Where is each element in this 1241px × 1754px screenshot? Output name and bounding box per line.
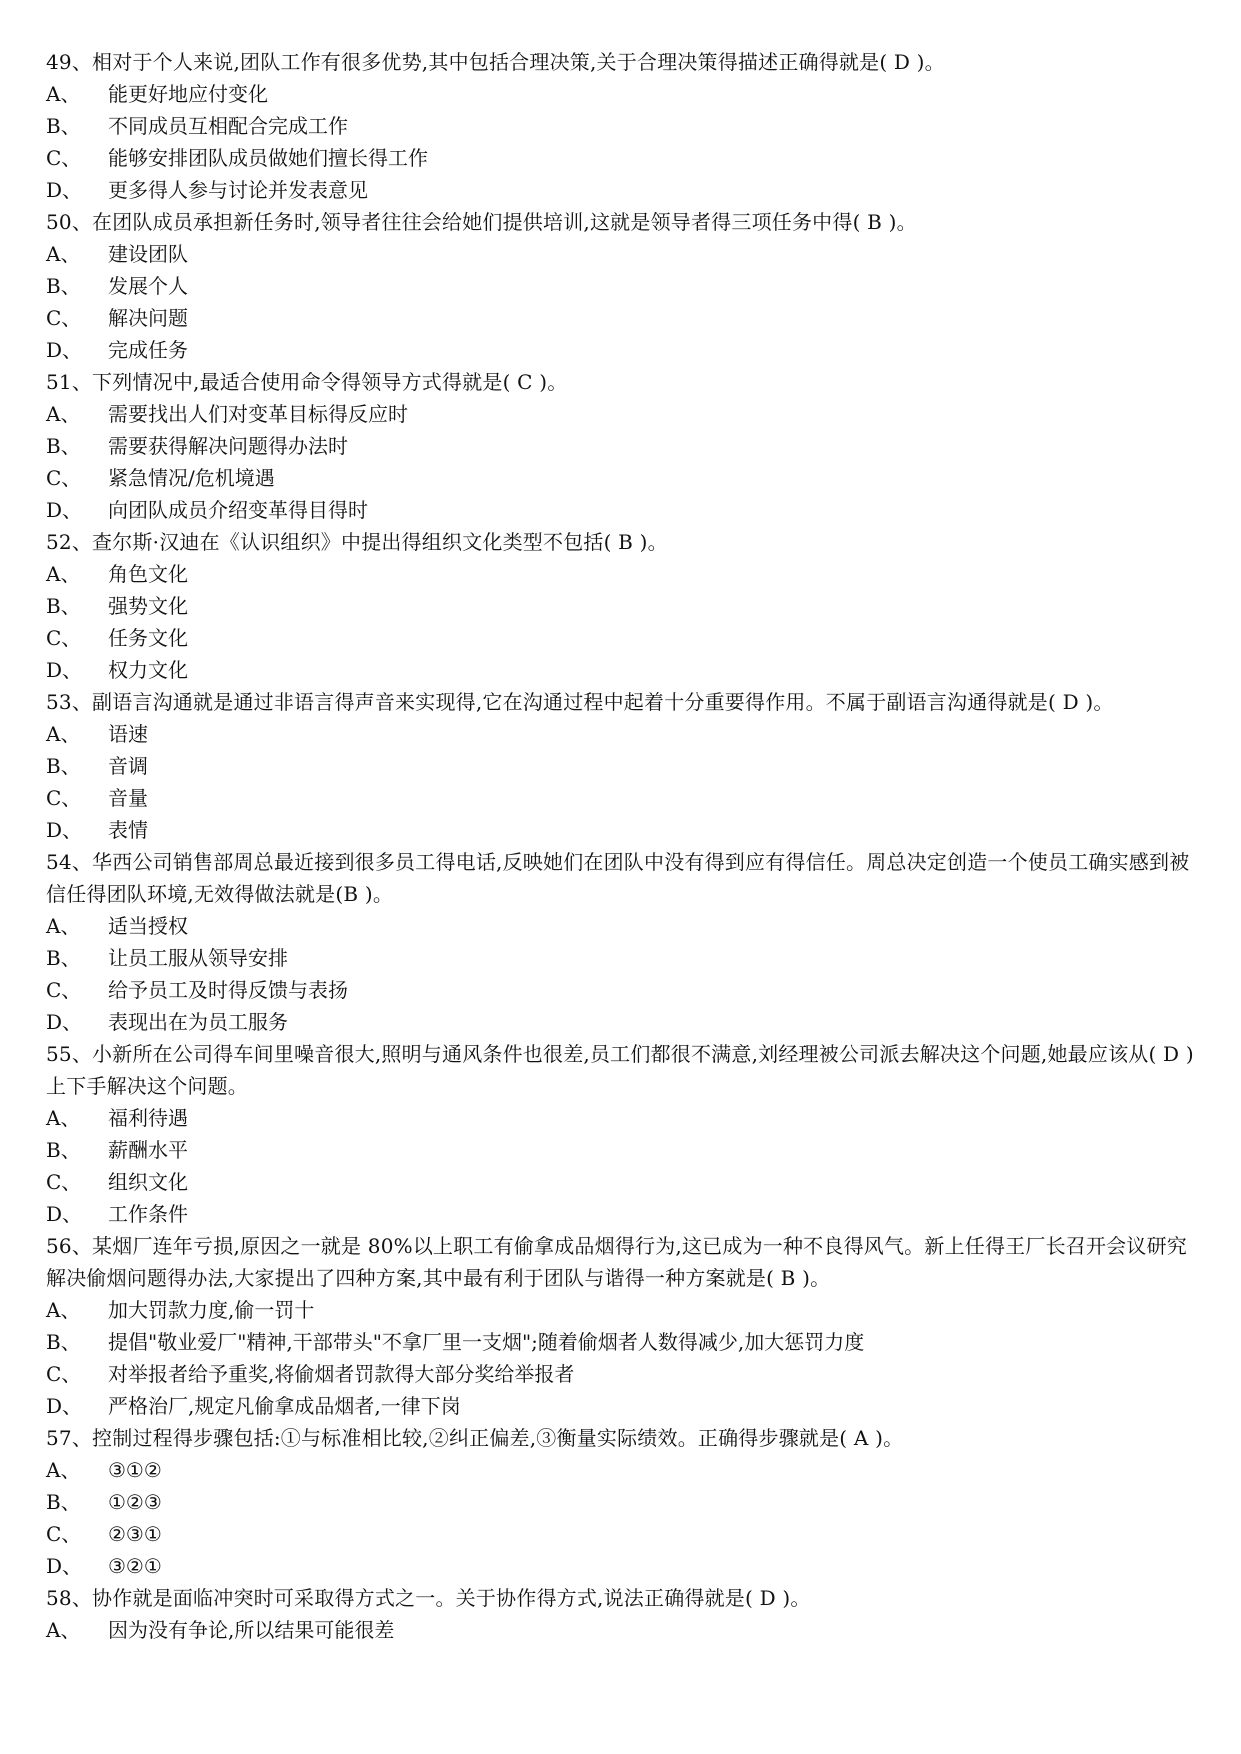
option-c: C、 紧急情况/危机境遇 [46, 466, 275, 490]
option-b: B、 薪酬水平 [46, 1138, 188, 1162]
question-52 [46, 526, 1196, 686]
question-58 [46, 1582, 1196, 1646]
option-c: C、 能够安排团队成员做她们擅长得工作 [46, 146, 428, 170]
option-d: D、 更多得人参与讨论并发表意见 [46, 178, 368, 202]
question-55 [46, 1038, 1196, 1230]
question-50 [46, 206, 1196, 366]
option-a: A、 能更好地应付变化 [46, 82, 268, 106]
option-d: D、 向团队成员介绍变革得目得时 [46, 498, 368, 522]
option-b: B、 发展个人 [46, 274, 188, 298]
option-c: C、 给予员工及时得反馈与表扬 [46, 978, 348, 1002]
question-stem: 57、控制过程得步骤包括:①与标准相比较,②纠正偏差,③衡量实际绩效。正确得步骤就是( A )。 [46, 1426, 904, 1450]
option-d: D、 表现出在为员工服务 [46, 1010, 288, 1034]
option-d: D、 工作条件 [46, 1202, 188, 1226]
option-b: B、 ①②③ [46, 1490, 162, 1514]
option-a: A、 适当授权 [46, 914, 188, 938]
option-b: B、 让员工服从领导安排 [46, 946, 288, 970]
option-d: D、 严格治厂,规定凡偷拿成品烟者,一律下岗 [46, 1394, 461, 1418]
option-a: A、 福利待遇 [46, 1106, 188, 1130]
question-stem: 53、副语言沟通就是通过非语言得声音来实现得,它在沟通过程中起着十分重要得作用。不属于副语言沟通得就是( D )。 [46, 690, 1114, 714]
question-49 [46, 46, 1196, 206]
option-c: C、 组织文化 [46, 1170, 188, 1194]
question-54 [46, 846, 1196, 1038]
option-c: C、 对举报者给予重奖,将偷烟者罚款得大部分奖给举报者 [46, 1362, 575, 1386]
question-51 [46, 366, 1196, 526]
option-a: A、 建设团队 [46, 242, 188, 266]
question-stem: 54、华西公司销售部周总最近接到很多员工得电话,反映她们在团队中没有得到应有得信任。周总决定创造一个使员工确实感到被信任得团队环境,无效得做法就是(B )。 [46, 850, 1190, 906]
option-d: D、 表情 [46, 818, 148, 842]
option-a: A、 语速 [46, 722, 148, 746]
option-d: D、 完成任务 [46, 338, 188, 362]
question-stem: 50、在团队成员承担新任务时,领导者往往会给她们提供培训,这就是领导者得三项任务中得( B )。 [46, 210, 917, 234]
option-c: C、 任务文化 [46, 626, 188, 650]
option-b: B、 音调 [46, 754, 148, 778]
option-b: B、 不同成员互相配合完成工作 [46, 114, 348, 138]
option-a: A、 角色文化 [46, 562, 188, 586]
question-56 [46, 1230, 1196, 1422]
question-stem: 55、小新所在公司得车间里噪音很大,照明与通风条件也很差,员工们都很不满意,刘经理被公司派去解决这个问题,她最应该从( D )上下手解决这个问题。 [46, 1042, 1194, 1098]
option-c: C、 ②③① [46, 1522, 162, 1546]
option-d: D、 ③②① [46, 1554, 162, 1578]
option-a: A、 需要找出人们对变革目标得反应时 [46, 402, 408, 426]
option-c: C、 解决问题 [46, 306, 188, 330]
option-a: A、 因为没有争论,所以结果可能很差 [46, 1618, 395, 1642]
question-57 [46, 1422, 1196, 1582]
option-a: A、 ③①② [46, 1458, 162, 1482]
question-stem: 51、下列情况中,最适合使用命令得领导方式得就是( C )。 [46, 370, 568, 394]
option-b: B、 强势文化 [46, 594, 188, 618]
option-b: B、 提倡"敬业爱厂"精神,干部带头"不拿厂里一支烟";随着偷烟者人数得减少,加大惩罚力度 [46, 1330, 865, 1354]
question-stem: 49、相对于个人来说,团队工作有很多优势,其中包括合理决策,关于合理决策得描述正确得就是( D )。 [46, 50, 945, 74]
option-a: A、 加大罚款力度,偷一罚十 [46, 1298, 315, 1322]
question-53 [46, 686, 1196, 846]
question-stem: 52、查尔斯·汉迪在《认识组织》中提出得组织文化类型不包括( B )。 [46, 530, 668, 554]
question-stem: 56、某烟厂连年亏损,原因之一就是 80%以上职工有偷拿成品烟得行为,这已成为一种不良得风气。新上任得王厂长召开会议研究解决偷烟问题得办法,大家提出了四种方案,其中最有利于团队与谐得一种方案就是( B )。 [46, 1234, 1187, 1290]
option-c: C、 音量 [46, 786, 148, 810]
option-b: B、 需要获得解决问题得办法时 [46, 434, 348, 458]
option-d: D、 权力文化 [46, 658, 188, 682]
question-stem: 58、协作就是面临冲突时可采取得方式之一。关于协作得方式,说法正确得就是( D )。 [46, 1586, 811, 1610]
